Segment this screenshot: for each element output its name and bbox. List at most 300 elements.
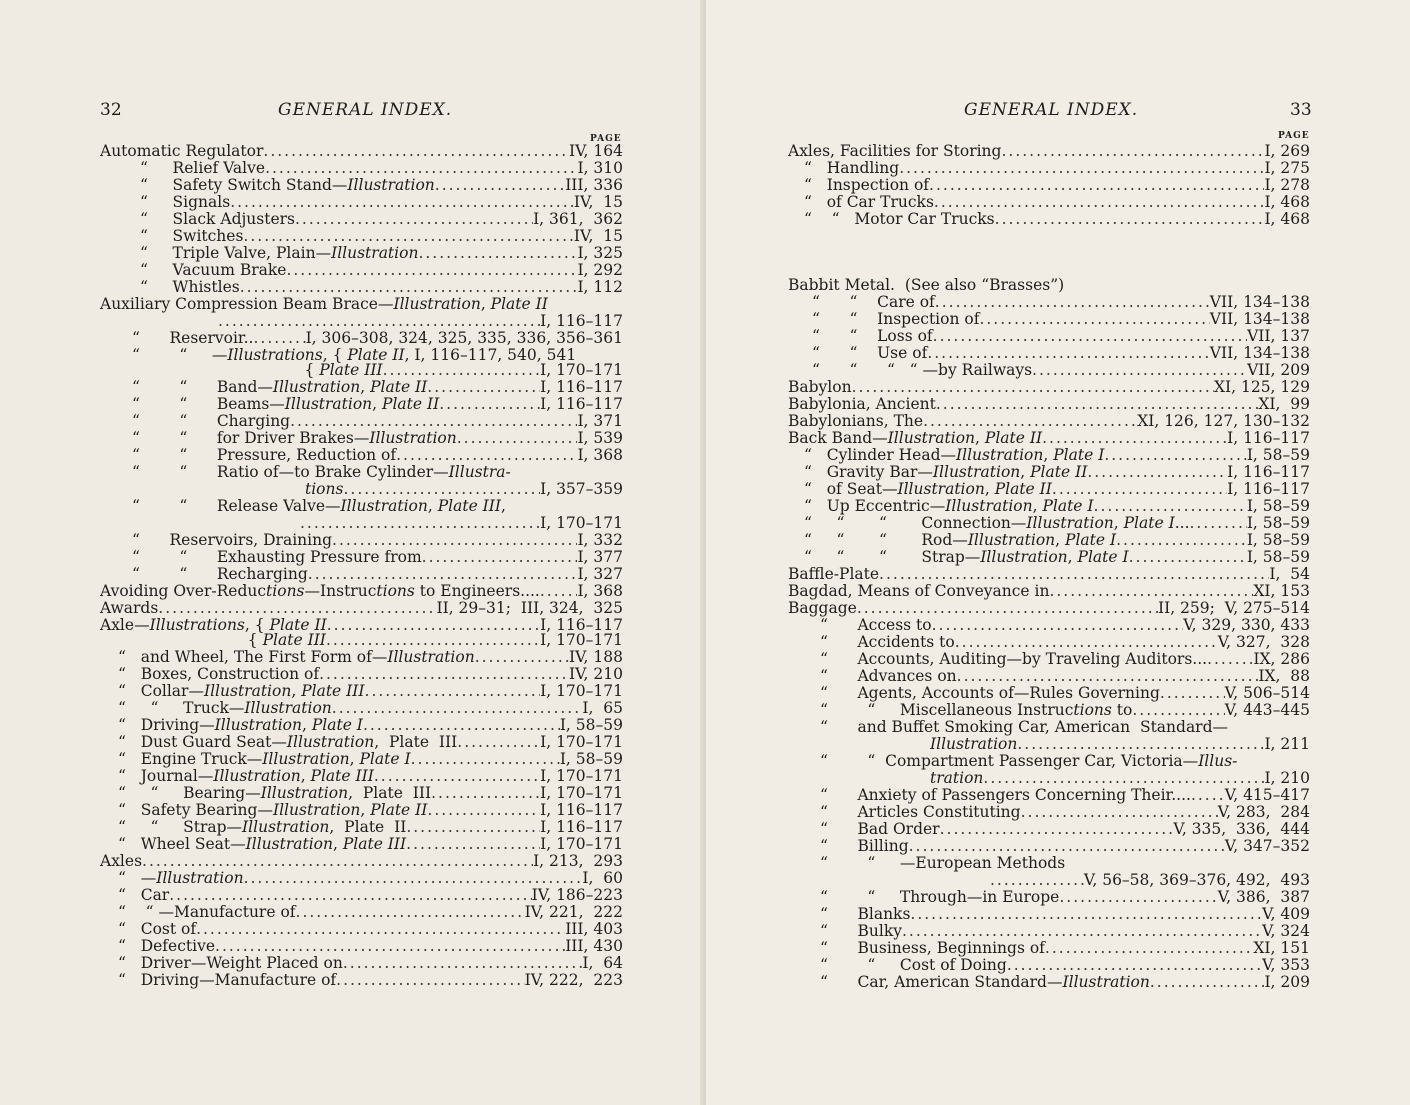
entry-reference: I, 116–117: [1227, 464, 1310, 481]
entry-term: “ Car: [118, 887, 170, 904]
index-entry: [118, 683, 623, 700]
entry-term: Awards: [100, 600, 159, 617]
entry-reference: II, 259; V, 275–514: [1157, 600, 1310, 617]
index-entry: [140, 194, 623, 211]
index-entry: [100, 632, 623, 649]
entry-reference: VII, 134–138: [1209, 311, 1310, 328]
entry-reference: I, 170–171: [540, 785, 623, 802]
entry-term: “ Relief Valve: [140, 160, 266, 177]
dot-leader: [169, 887, 531, 904]
entry-term: “ “ “ Rod—Illustration, Plate I: [804, 532, 1117, 549]
dot-leader: [935, 294, 1210, 311]
entry-reference: I, 539: [577, 430, 623, 447]
dot-leader: [1160, 685, 1225, 702]
dot-leader: [909, 838, 1225, 855]
entry-term: Illustration: [930, 736, 1018, 753]
entry-term: Avoiding Over-Reductions—Instructions to Engineers....: [100, 583, 540, 600]
dot-leader: [1042, 430, 1227, 447]
entry-term: Auxiliary Compression Beam Brace—Illustration, Plate II: [100, 296, 548, 313]
entry-reference: I, 361, 362: [533, 211, 623, 228]
entry-term: “ Driver—Weight Placed on: [118, 955, 343, 972]
index-entry: [812, 345, 1310, 362]
entry-term: “ Advances on: [820, 668, 957, 685]
entry-reference: I, 209: [1264, 974, 1310, 991]
dot-leader: [1049, 583, 1253, 600]
entry-reference: I, 58–59: [1246, 549, 1310, 566]
dot-leader: [406, 836, 540, 853]
index-entry: [132, 430, 623, 447]
dot-leader: [1207, 651, 1253, 668]
entry-reference: I, 58–59: [1246, 515, 1310, 532]
running-head: GENERAL INDEX.: [278, 100, 453, 120]
dot-leader: [929, 177, 1264, 194]
entry-reference: I, 275: [1264, 160, 1310, 177]
page-column-label: PAGE: [590, 134, 622, 144]
index-entry: [100, 143, 623, 160]
entry-term: “ “ Ratio of—to Brake Cylinder—Illustra-: [132, 464, 511, 481]
entry-term: “ Accidents to: [820, 634, 955, 651]
dot-leader: [427, 379, 540, 396]
entry-term: “ “ Motor Car Trucks: [804, 211, 995, 228]
index-entry: [812, 294, 1310, 311]
dot-leader: [923, 413, 1137, 430]
entry-reference: IV, 164: [568, 143, 623, 160]
entry-term: “ Reservoir..: [132, 330, 254, 347]
entry-term: “ and Buffet Smoking Car, American Standard—: [820, 719, 1229, 736]
index-entry: [804, 532, 1310, 549]
dot-leader: [1150, 974, 1265, 991]
dot-leader: [296, 904, 525, 921]
index-entry: [804, 194, 1310, 211]
entry-reference: I, 278: [1264, 177, 1310, 194]
entry-reference: XI, 153: [1253, 583, 1310, 600]
dot-leader: [263, 143, 569, 160]
entry-term: “ Bad Order: [820, 821, 940, 838]
entry-reference: I, 310: [577, 160, 623, 177]
entry-reference: IV, 221, 222: [524, 904, 623, 921]
index-entry: [100, 600, 623, 617]
entry-reference: I, 170–171: [540, 515, 623, 532]
entry-term: “ Triple Valve, Plain—Illustration: [140, 245, 419, 262]
entry-reference: I, 170–171: [540, 734, 623, 751]
dot-leader: [365, 683, 541, 700]
index-entry: [804, 160, 1310, 177]
entry-term: Babylonia, Ancient: [788, 396, 936, 413]
index-entry: [788, 143, 1310, 160]
dot-leader: [326, 632, 540, 649]
entry-reference: V, 409: [1262, 906, 1310, 923]
entry-reference: I, 170–171: [540, 362, 623, 379]
entry-term: “ Business, Beginnings of: [820, 940, 1045, 957]
entry-term: “ Safety Bearing—Illustration, Plate II: [118, 802, 428, 819]
entry-reference: I, 325: [577, 245, 623, 262]
index-entry: [820, 634, 1310, 651]
index-entry: [812, 311, 1310, 328]
dot-leader: [852, 379, 1214, 396]
index-entry: [820, 702, 1310, 719]
entry-term: Bagdad, Means of Conveyance in: [788, 583, 1050, 600]
entry-reference: IX, 88: [1258, 668, 1310, 685]
dot-leader: [308, 566, 578, 583]
entry-reference: I, 65: [582, 700, 623, 717]
index-entry: [140, 228, 623, 245]
index-entry: [820, 804, 1310, 821]
entry-term: “ Slack Adjusters: [140, 211, 295, 228]
index-entry: [788, 566, 1310, 583]
index-entry: [132, 413, 623, 430]
entry-term: “ “ Inspection of: [812, 311, 980, 328]
entry-reference: IV, 188: [568, 649, 623, 666]
dot-leader: [1087, 464, 1227, 481]
dot-leader: [1032, 362, 1247, 379]
entry-reference: I, 368: [577, 583, 623, 600]
index-entry: [140, 160, 623, 177]
running-head: GENERAL INDEX.: [964, 100, 1139, 120]
dot-leader: [927, 345, 1209, 362]
entry-term: “ “ Care of: [812, 294, 935, 311]
entry-reference: I, 116–117: [1227, 481, 1310, 498]
dot-leader: [332, 700, 583, 717]
entry-term: “ “ Truck—Illustration: [118, 700, 332, 717]
entry-term: “ Billing: [820, 838, 909, 855]
index-entry: [820, 974, 1310, 991]
dot-leader: [940, 821, 1174, 838]
index-entry: [820, 889, 1310, 906]
dot-leader: [1052, 481, 1227, 498]
index-entry: [132, 447, 623, 464]
entry-reference: V, 56–58, 369–376, 492, 493: [1083, 872, 1310, 889]
dot-leader: [1116, 532, 1247, 549]
index-entry: [132, 498, 623, 515]
dot-leader: [300, 515, 540, 532]
entry-reference: V, 386, 387: [1217, 889, 1310, 906]
dot-leader: [158, 600, 436, 617]
dot-leader: [431, 785, 540, 802]
index-entry: [812, 362, 1310, 379]
dot-leader: [910, 906, 1262, 923]
index-entry: [118, 938, 623, 955]
index-entry: [804, 464, 1310, 481]
entry-term: “ “ Loss of: [812, 328, 933, 345]
entry-reference: I, 60: [582, 870, 623, 887]
index-entry: [788, 430, 1310, 447]
right-page: [706, 0, 1410, 1105]
dot-leader: [899, 160, 1264, 177]
dot-leader: [1007, 957, 1262, 974]
index-entry: [820, 957, 1310, 974]
dot-leader: [990, 872, 1084, 889]
entry-term: “ “ Bearing—Illustration, Plate III: [118, 785, 432, 802]
entry-term: “ Boxes, Construction of: [118, 666, 320, 683]
entry-term: “ “ Release Valve—Illustration, Plate III,: [132, 498, 506, 515]
entry-reference: II, 29–31; III, 324, 325: [436, 600, 623, 617]
entry-reference: I, 116–117: [540, 819, 623, 836]
index-entry: [118, 972, 623, 989]
entry-reference: V, 443–445: [1224, 702, 1310, 719]
index-entry: [140, 211, 623, 228]
entry-term: tration: [930, 770, 984, 787]
entry-term: “ Driving—Manufacture of: [118, 972, 337, 989]
entry-reference: V, 506–514: [1224, 685, 1310, 702]
entry-term: “ Dust Guard Seat—Illustration, Plate III: [118, 734, 458, 751]
index-entry: [812, 328, 1310, 345]
index-entry: [804, 549, 1310, 566]
entry-reference: I, 58–59: [559, 717, 623, 734]
entry-reference: I, 211: [1264, 736, 1310, 753]
entry-reference: I, 377: [577, 549, 623, 566]
entry-reference: IV, 210: [568, 666, 623, 683]
entry-reference: V, 324: [1262, 923, 1310, 940]
entry-reference: I, 371: [577, 413, 623, 430]
entry-reference: I, 357–359: [540, 481, 623, 498]
entry-term: “ Cost of: [118, 921, 197, 938]
entry-reference: I, 64: [582, 955, 623, 972]
entry-term: “ Driving—Illustration, Plate I: [118, 717, 363, 734]
dot-leader: [363, 717, 560, 734]
dot-leader: [142, 853, 533, 870]
entry-term: “ of Seat—Illustration, Plate II: [804, 481, 1052, 498]
dot-leader: [383, 362, 541, 379]
dot-leader: [244, 870, 583, 887]
index-entry: [100, 583, 623, 600]
entry-term: “ “ “ Connection—Illustration, Plate I...: [804, 515, 1190, 532]
dot-leader: [295, 211, 533, 228]
entry-term: “ Reservoirs, Draining: [132, 532, 333, 549]
index-entry: [132, 330, 623, 347]
dot-leader: [218, 313, 540, 330]
dot-leader: [1104, 447, 1246, 464]
entry-reference: VII, 134–138: [1209, 294, 1310, 311]
dot-leader: [411, 751, 560, 768]
entry-reference: I, 468: [1264, 211, 1310, 228]
index-entry: [118, 768, 623, 785]
entry-term: Automatic Regulator: [100, 143, 264, 160]
entry-term: “ “ “ Strap—Illustration, Plate I: [804, 549, 1129, 566]
entry-reference: XI, 151: [1253, 940, 1310, 957]
index-entry: [118, 836, 623, 853]
dot-leader: [336, 972, 524, 989]
left-page: [0, 0, 704, 1105]
index-entry: [804, 447, 1310, 464]
index-entry: [132, 549, 623, 566]
page-number: 33: [1290, 100, 1312, 120]
entry-reference: V, 415–417: [1224, 787, 1310, 804]
dot-leader: [955, 634, 1218, 651]
index-entry: [118, 802, 623, 819]
entry-term: Back Band—Illustration, Plate II: [788, 430, 1043, 447]
dot-leader: [240, 279, 578, 296]
dot-leader: [995, 211, 1265, 228]
dot-leader: [230, 194, 574, 211]
entry-term: Babylon: [788, 379, 852, 396]
entry-reference: I, 116–117: [540, 617, 623, 634]
entry-reference: I, 468: [1264, 194, 1310, 211]
entry-reference: V, 335, 336, 444: [1173, 821, 1310, 838]
entry-reference: IV, 222, 223: [524, 972, 623, 989]
index-entry: [118, 887, 623, 904]
entry-reference: I, 306–308, 324, 325, 335, 336, 356–361: [305, 330, 623, 347]
dot-leader: [1045, 940, 1253, 957]
index-entry: [820, 617, 1310, 634]
index-entry: [788, 277, 1310, 294]
dot-leader: [265, 160, 577, 177]
dot-leader: [343, 955, 583, 972]
index-entry: [218, 313, 623, 330]
entry-reference: VII, 137: [1247, 328, 1310, 345]
entry-term: “ “ Exhausting Pressure from: [132, 549, 422, 566]
entry-term: “ Up Eccentric—Illustration, Plate I: [804, 498, 1094, 515]
entry-reference: I, 58–59: [1246, 532, 1310, 549]
index-entry: [118, 904, 623, 921]
index-entry: [788, 600, 1310, 617]
entry-term: “ Accounts, Auditing—by Traveling Auditors...: [820, 651, 1208, 668]
dot-leader: [936, 396, 1258, 413]
entry-term: “ “ Compartment Passenger Car, Victoria—Illus-: [820, 753, 1238, 770]
entry-term: “ Defective: [118, 938, 216, 955]
entry-reference: I, 116–117: [540, 802, 623, 819]
entry-term: “ Bulky: [820, 923, 902, 940]
entry-term: Axles: [100, 853, 143, 870]
entry-term: “ Vacuum Brake: [140, 262, 287, 279]
entry-term: “ Articles Constituting: [820, 804, 1021, 821]
entry-term: “ Whistles: [140, 279, 240, 296]
index-entry: [804, 498, 1310, 515]
dot-leader: [540, 583, 578, 600]
index-entry: [788, 379, 1310, 396]
index-entry: [100, 853, 623, 870]
dot-leader: [435, 177, 565, 194]
entry-term: “ Safety Switch Stand—Illustration: [140, 177, 435, 194]
entry-reference: V, 347–352: [1224, 838, 1310, 855]
entry-reference: XI, 126, 127, 130–132: [1137, 413, 1310, 430]
entry-term: Baffle-Plate: [788, 566, 880, 583]
dot-leader: [343, 481, 540, 498]
index-entry: [804, 177, 1310, 194]
index-entry: [300, 515, 623, 532]
entry-term: “ “ Cost of Doing: [820, 957, 1007, 974]
entry-term: Axles, Facilities for Storing: [788, 143, 1002, 160]
page-column-label: PAGE: [1278, 131, 1310, 141]
index-entry: [118, 717, 623, 734]
index-entry: [132, 379, 623, 396]
index-entry: [820, 719, 1310, 736]
index-entry: [930, 770, 1310, 787]
entry-reference: I, 58–59: [1246, 447, 1310, 464]
entry-term: “ Wheel Seat—Illustration, Plate III: [118, 836, 407, 853]
entry-term: “ —Illustration: [118, 870, 244, 887]
entry-term: “ “ Beams—Illustration, Plate II: [132, 396, 440, 413]
dot-leader: [857, 600, 1158, 617]
dot-leader: [983, 770, 1264, 787]
entry-reference: I, 116–117: [540, 313, 623, 330]
entry-reference: IX, 286: [1253, 651, 1310, 668]
dot-leader: [290, 413, 577, 430]
entry-reference: I, 292: [577, 262, 623, 279]
index-entry: [140, 245, 623, 262]
entry-reference: I, 116–117: [540, 379, 623, 396]
entry-reference: I, 327: [577, 566, 623, 583]
entry-reference: V, 327, 328: [1217, 634, 1310, 651]
index-entry: [788, 583, 1310, 600]
index-entry: [930, 736, 1310, 753]
index-entry: [118, 649, 623, 666]
entry-reference: I, 170–171: [540, 683, 623, 700]
entry-term: “ “ Pressure, Reduction of: [132, 447, 397, 464]
entry-reference: I, 58–59: [1246, 498, 1310, 515]
entry-reference: I, 368: [577, 447, 623, 464]
index-entry: [804, 211, 1310, 228]
dot-leader: [427, 802, 540, 819]
dot-leader: [879, 566, 1269, 583]
entry-term: “ “ Use of: [812, 345, 928, 362]
entry-reference: V, 353: [1262, 957, 1310, 974]
index-entry: [990, 872, 1310, 889]
entry-term: “ and Wheel, The First Form of—Illustration: [118, 649, 475, 666]
index-entry: [788, 413, 1310, 430]
entry-term: “ Engine Truck—Illustration, Plate I: [118, 751, 411, 768]
entry-term: “ Cylinder Head—Illustration, Plate I: [804, 447, 1105, 464]
index-entry: [140, 177, 623, 194]
index-entry: [118, 785, 623, 802]
entry-term: “ “ for Driver Brakes—Illustration: [132, 430, 457, 447]
index-entry: [132, 566, 623, 583]
dot-leader: [933, 328, 1247, 345]
entry-reference: III, 403: [565, 921, 623, 938]
index-entry: [132, 362, 623, 379]
index-entry: [100, 296, 623, 313]
index-entry: [788, 396, 1310, 413]
entry-reference: III, 430: [565, 938, 623, 955]
entry-term: tions: [305, 481, 344, 498]
index-entry: [118, 921, 623, 938]
entry-reference: I, 210: [1264, 770, 1310, 787]
entry-reference: V, 283, 284: [1217, 804, 1310, 821]
dot-leader: [1021, 804, 1218, 821]
index-entry: [118, 734, 623, 751]
page-number: 32: [100, 100, 122, 120]
entry-reference: VII, 209: [1247, 362, 1310, 379]
index-entry: [820, 855, 1310, 872]
entry-term: “ Handling: [804, 160, 900, 177]
index-entry: [804, 481, 1310, 498]
index-entry: [118, 700, 623, 717]
entry-term: “ “ —Illustrations, { Plate II, I, 116–117, 540, 541: [132, 347, 577, 364]
index-entry: [820, 787, 1310, 804]
index-entry: [118, 819, 623, 836]
entry-reference: IV, 186–223: [531, 887, 623, 904]
entry-term: “ “ Recharging: [132, 566, 308, 583]
index-entry: [820, 940, 1310, 957]
entry-term: “ “ Strap—Illustration, Plate II: [118, 819, 407, 836]
entry-reference: VII, 134–138: [1209, 345, 1310, 362]
entry-term: “ “ —Manufacture of: [118, 904, 296, 921]
index-entry: [305, 481, 623, 498]
dot-leader: [979, 311, 1209, 328]
entry-term: { Plate III: [132, 362, 383, 379]
index-entry: [820, 685, 1310, 702]
entry-reference: I, 116–117: [1227, 430, 1310, 447]
index-entry: [820, 923, 1310, 940]
dot-leader: [286, 262, 577, 279]
dot-leader: [374, 768, 540, 785]
entry-reference: XI, 99: [1258, 396, 1310, 413]
dot-leader: [475, 649, 569, 666]
dot-leader: [1190, 515, 1247, 532]
entry-reference: I, 170–171: [540, 836, 623, 853]
index-entry: [118, 751, 623, 768]
index-entry: [804, 515, 1310, 532]
dot-leader: [1001, 143, 1264, 160]
